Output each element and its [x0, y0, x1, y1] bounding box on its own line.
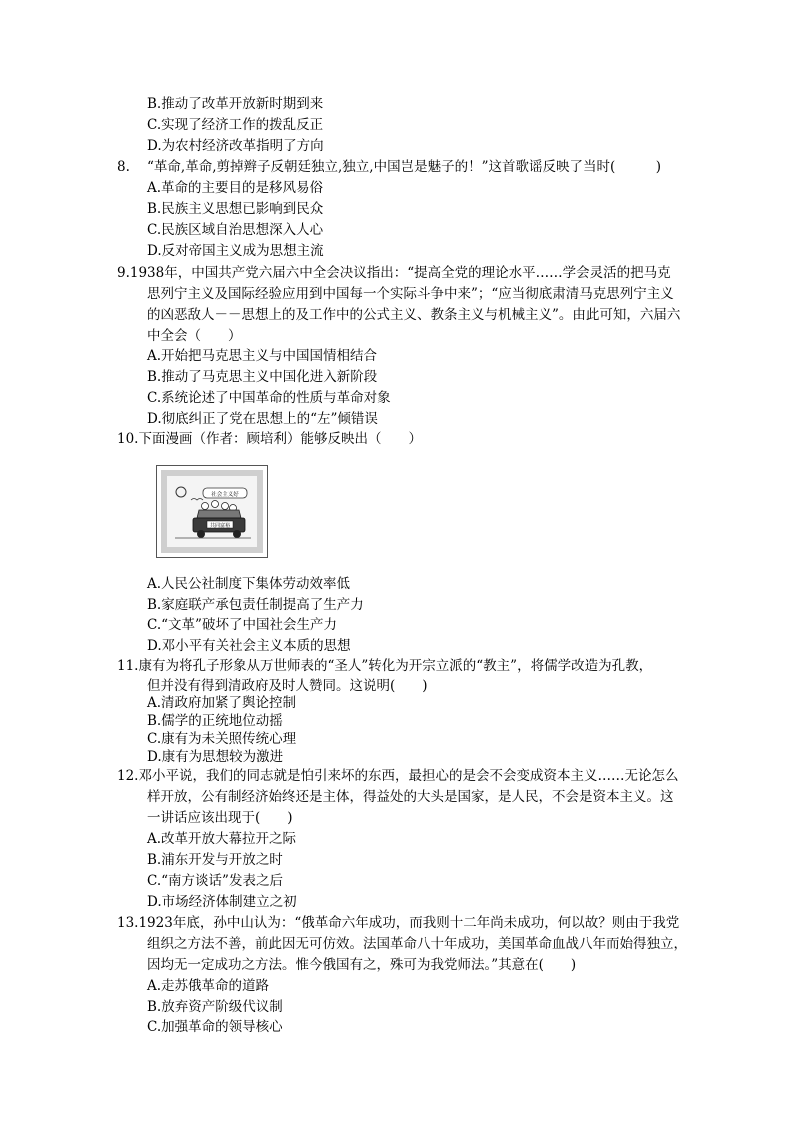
q13-option-b: B.放弃资产阶级代议制: [147, 999, 283, 1015]
q13-stem-line-3: 因均无一定成功之方法。惟今俄国有之，殊可为我党师法。”其意在( ): [147, 957, 577, 973]
q9-stem-line-2: 思列宁主义及国际经验应用到中国每一个实际斗争中来”；“应当彻底肃清马克思列宁主义: [147, 286, 674, 302]
q10-option-d: D.邓小平有关社会主义本质的思想: [147, 638, 351, 654]
q11-stem-line-2: 但并没有得到清政府及时人赞同。这说明( ): [147, 678, 428, 694]
q13-stem-line-1: 13.1923年底，孙中山认为：“俄革命六年成功，而我则十二年尚未成功，何以故？则由于我党: [117, 915, 680, 931]
q10-option-c: C.“文革”破坏了中国社会生产力: [147, 617, 337, 633]
q11-option-c: C.康有为未关照传统心理: [147, 731, 297, 747]
q11-option-b: B.儒学的正统地位动摇: [147, 713, 283, 729]
q7-option-c: C.实现了经济工作的拨乱反正: [147, 117, 324, 133]
q12-stem-line-1: 12.邓小平说，我们的同志就是怕引来坏的东西，最担心的是会不会变成资本主义……无论怎么: [117, 768, 679, 784]
q12-stem-line-3: 一讲话应该出现于( ): [147, 810, 293, 826]
q9-option-d: D.彻底纠正了党在思想上的“左”倾错误: [147, 411, 378, 427]
q9-option-b: B.推动了马克思主义中国化进入新阶段: [147, 369, 378, 385]
q9-option-a: A.开始把马克思主义与中国国情相结合: [147, 348, 378, 364]
q12-option-d: D.市场经济体制建立之初: [147, 894, 297, 910]
q8-option-b: B.民族主义思想已影响到民众: [147, 201, 324, 217]
q12-option-a: A.改革开放大幕拉开之际: [147, 831, 297, 847]
q10-stem: 10.下面漫画（作者：顾培利）能够反映出（ ）: [117, 431, 422, 447]
q11-option-d: D.康有为思想较为激进: [147, 749, 284, 765]
cartoon-image: [156, 465, 268, 558]
q12-stem-line-2: 样开放，公有制经济始终还是主体，得益处的大头是国家，是人民，不会是资本主义。这: [147, 789, 674, 805]
q13-option-a: A.走苏俄革命的道路: [147, 978, 270, 994]
q9-stem-line-1: 9.1938年，中国共产党六届六中全会决议指出：“提高全党的理论水平……学会灵活的把马克: [117, 265, 671, 281]
q8-option-d: D.反对帝国主义成为思想主流: [147, 243, 324, 259]
q9-stem-line-3: 的凶恶敌人－－思想上的及工作中的公式主义、教条主义与机械主义”。由此可知，六届六: [147, 307, 681, 323]
q8-option-a: A.革命的主要目的是移风易俗: [147, 180, 324, 196]
q9-stem-line-4: 中全会（ ）: [147, 328, 242, 344]
q11-option-a: A.清政府加紧了舆论控制: [147, 695, 297, 711]
q7-option-d: D.为农村经济改革指明了方向: [147, 138, 324, 154]
q10-option-b: B.家庭联产承包责任制提高了生产力: [147, 597, 364, 613]
cartoon-bubble-text: 社会主义好: [211, 492, 239, 498]
cartoon-frame: [161, 470, 263, 553]
q13-option-c: C.加强革命的领导核心: [147, 1019, 283, 1035]
cartoon-drawing: [167, 476, 257, 547]
q11-stem-line-1: 11.康有为将孔子形象从万世师表的“圣人”转化为开宗立派的“教主”，将儒学改造为孔教，: [117, 658, 653, 674]
q10-option-a: A.人民公社制度下集体劳动效率低: [147, 576, 351, 592]
q7-option-b: B.推动了改革开放新时期到来: [147, 96, 324, 112]
q12-option-c: C.“南方谈话”发表之后: [147, 873, 283, 889]
q8-number: 8.: [117, 159, 130, 175]
q9-option-c: C.系统论述了中国革命的性质与革命对象: [147, 390, 391, 406]
q8-stem: “革命,革命,剪掉辫子反朝廷独立,独立,中国岂是魅子的！”这首歌谣反映了当时( ): [147, 159, 662, 175]
q8-option-c: C.民族区域自治思想深入人心: [147, 222, 324, 238]
q13-stem-line-2: 组织之方法不善，前此因无可仿效。法国革命八十年成功，美国革命血战八年而始得独立，: [147, 936, 687, 952]
q12-option-b: B.浦东开发与开放之时: [147, 852, 283, 868]
cartoon-bus-label: 共同富裕: [209, 523, 231, 529]
